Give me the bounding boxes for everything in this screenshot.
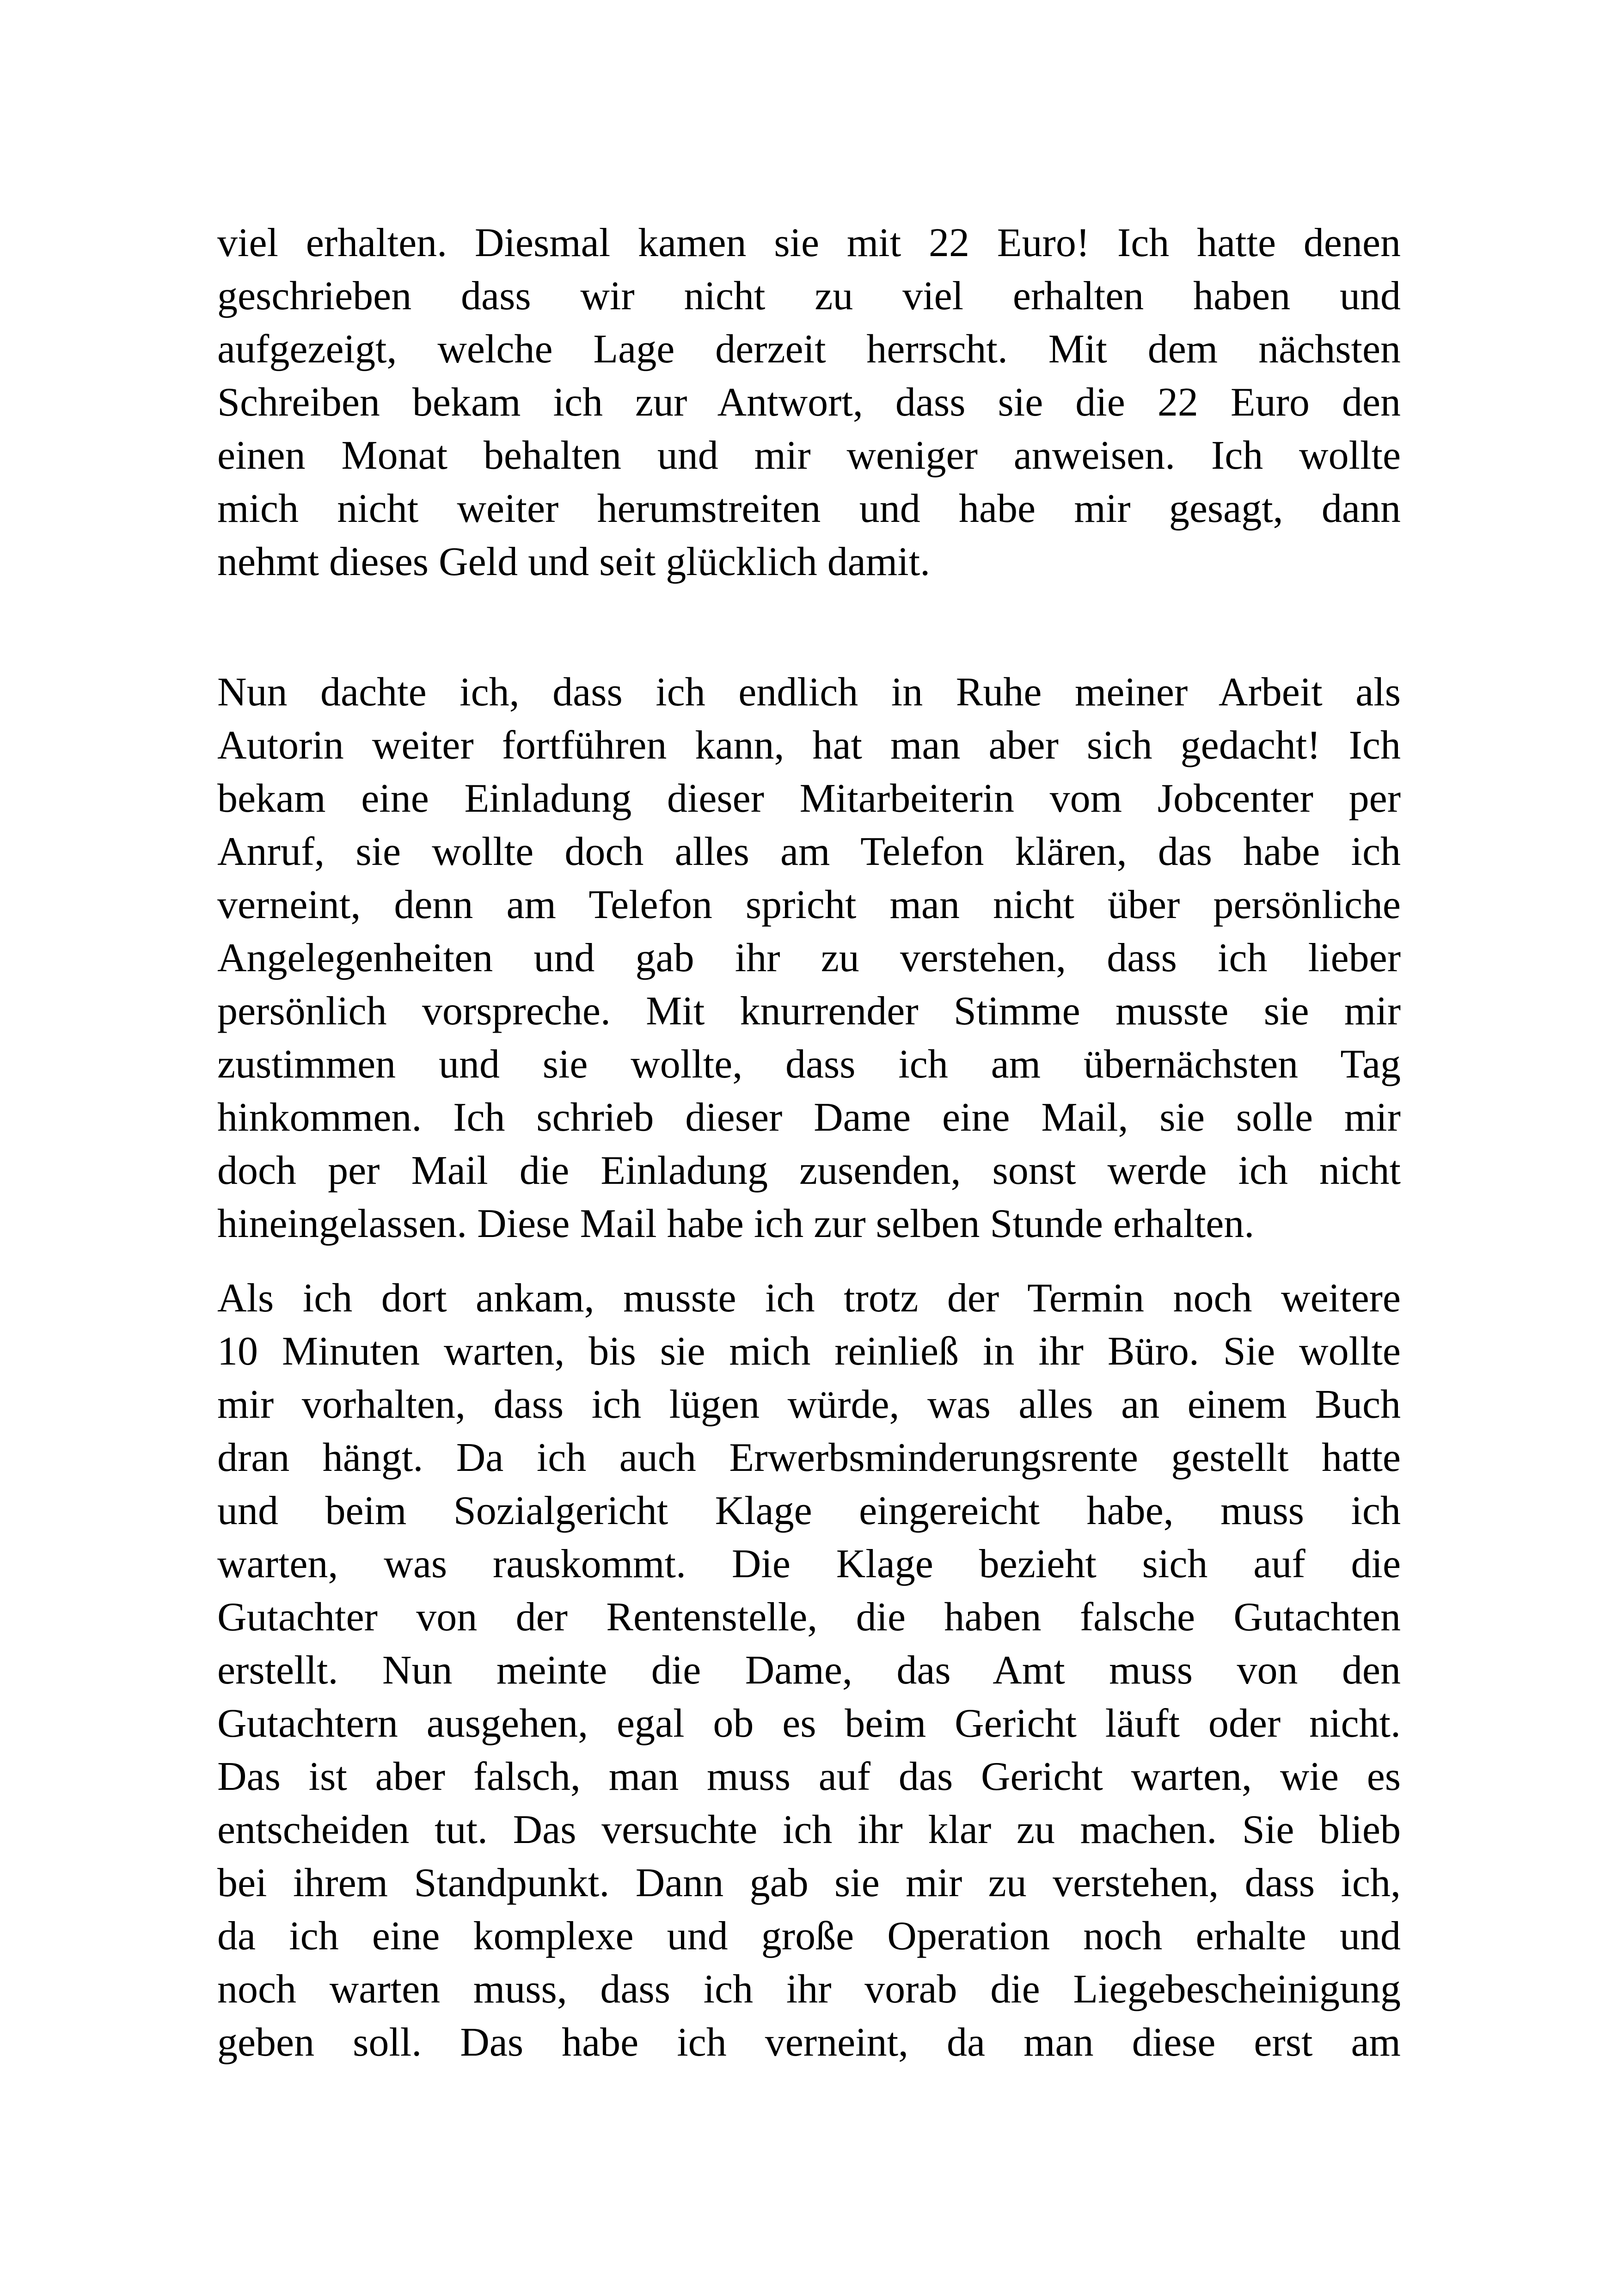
text-line: und beim Sozialgericht Klage eingereicht habe, muss ich (217, 1488, 1401, 1533)
text-line: erstellt. Nun meinte die Dame, das Amt muss von den (217, 1648, 1401, 1693)
text-line: viel erhalten. Diesmal kamen sie mit 22 Euro! Ich hatte denen (217, 220, 1401, 265)
text-line: verneint, denn am Telefon spricht man nicht über persönliche (217, 882, 1401, 927)
text-line: bei ihrem Standpunkt. Dann gab sie mir zu verstehen, dass ich, (217, 1861, 1401, 1905)
text-line: warten, was rauskommt. Die Klage bezieht sich auf die (217, 1542, 1401, 1586)
text-line: mich nicht weiter herumstreiten und habe mir gesagt, dann (217, 486, 1401, 531)
text-line: Gutachtern ausgehen, egal ob es beim Gericht läuft oder nicht. (217, 1701, 1401, 1746)
text-line: zustimmen und sie wollte, dass ich am übernächsten Tag (217, 1042, 1401, 1087)
text-line: geschrieben dass wir nicht zu viel erhalten haben und (217, 274, 1401, 318)
text-line: Nun dachte ich, dass ich endlich in Ruhe meiner Arbeit als (217, 670, 1401, 715)
text-line: 10 Minuten warten, bis sie mich reinließ in ihr Büro. Sie wollte (217, 1329, 1401, 1374)
text-line: aufgezeigt, welche Lage derzeit herrscht. Mit dem nächsten (217, 327, 1401, 372)
text-line: persönlich vorspreche. Mit knurrender Stimme musste sie mir (217, 989, 1401, 1034)
text-line: entscheiden tut. Das versuchte ich ihr klar zu machen. Sie blieb (217, 1807, 1401, 1852)
text-line: noch warten muss, dass ich ihr vorab die Liegebescheinigung (217, 1967, 1401, 2012)
text-line: bekam eine Einladung dieser Mitarbeiterin vom Jobcenter per (217, 776, 1401, 821)
text-line: hineingelassen. Diese Mail habe ich zur selben Stunde erhalten. (217, 1201, 1255, 1246)
text-line: Anruf, sie wollte doch alles am Telefon klären, das habe ich (217, 829, 1401, 874)
text-line: Schreiben bekam ich zur Antwort, dass sie die 22 Euro den (217, 380, 1401, 425)
text-line: geben soll. Das habe ich verneint, da man diese erst am (217, 2020, 1401, 2065)
text-line: einen Monat behalten und mir weniger anweisen. Ich wollte (217, 433, 1401, 478)
text-line: Als ich dort ankam, musste ich trotz der Termin noch weitere (217, 1276, 1401, 1321)
text-line: Gutachter von der Rentenstelle, die haben falsche Gutachten (217, 1595, 1401, 1640)
paragraph-2 (217, 666, 1401, 1250)
text-line: mir vorhalten, dass ich lügen würde, was alles an einem Buch (217, 1382, 1401, 1427)
text-line: doch per Mail die Einladung zusenden, sonst werde ich nicht (217, 1148, 1401, 1193)
paragraph-1 (217, 216, 1401, 588)
text-line: nehmt dieses Geld und seit glücklich damit. (217, 539, 931, 584)
text-line: Autorin weiter fortführen kann, hat man aber sich gedacht! Ich (217, 723, 1401, 768)
text-line: hinkommen. Ich schrieb dieser Dame eine Mail, sie solle mir (217, 1095, 1401, 1140)
paragraph-3 (217, 1272, 1401, 2069)
text-line: Das ist aber falsch, man muss auf das Gericht warten, wie es (217, 1754, 1401, 1799)
text-line: dran hängt. Da ich auch Erwerbsminderungsrente gestellt hatte (217, 1435, 1401, 1480)
text-line: Angelegenheiten und gab ihr zu verstehen, dass ich lieber (217, 936, 1401, 980)
text-line: da ich eine komplexe und große Operation noch erhalte und (217, 1914, 1401, 1959)
